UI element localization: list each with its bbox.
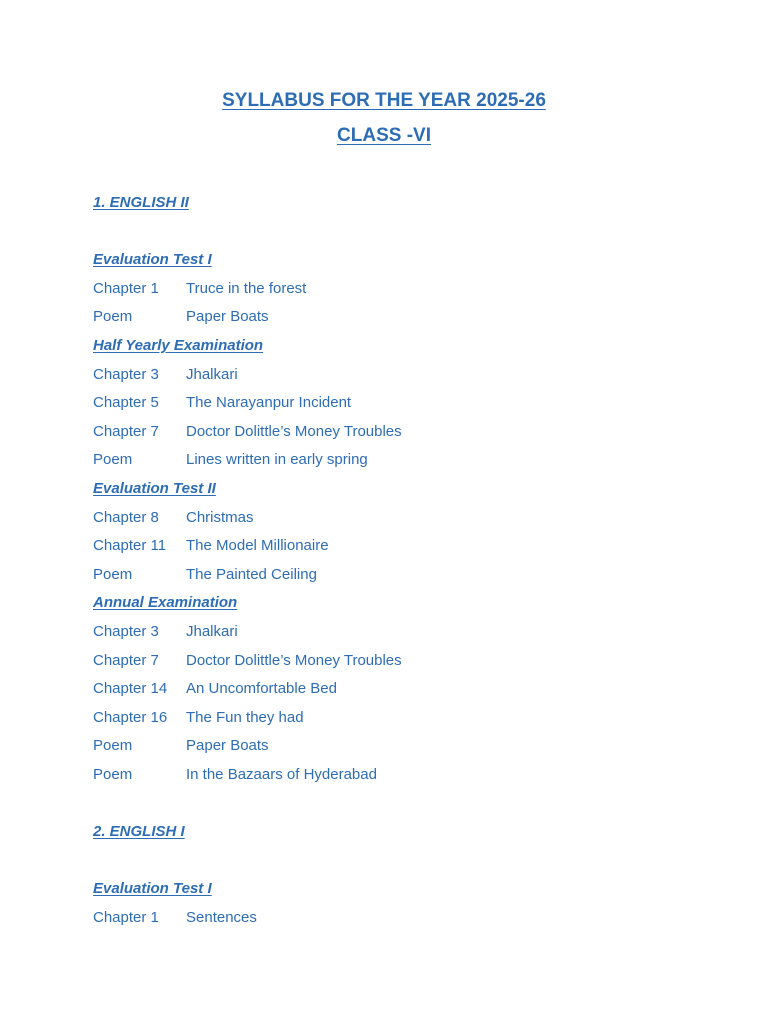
row-item: The Narayanpur Incident [186, 394, 352, 412]
syllabus-row [93, 509, 733, 538]
row-item: Paper Boats [186, 308, 269, 326]
row-label: Poem [93, 451, 133, 469]
row-label: Poem [93, 308, 133, 326]
row-label: Poem [93, 565, 133, 583]
exam-block [93, 337, 733, 480]
row-item: Paper Boats [186, 737, 269, 755]
row-item: The Painted Ceiling [186, 565, 317, 583]
subject-heading: 2. ENGLISH I [93, 823, 185, 841]
row-item: The Fun they had [186, 708, 304, 726]
syllabus-row [93, 766, 733, 795]
row-item: Truce in the forest [186, 279, 307, 297]
row-item: Doctor Dolittle’s Money Troubles [186, 422, 402, 440]
row-item: Christmas [186, 508, 254, 526]
row-item: The Model Millionaire [186, 537, 329, 555]
row-label: Chapter 3 [93, 622, 159, 640]
row-label: Poem [93, 737, 133, 755]
row-label: Chapter 11 [93, 537, 167, 555]
spacer [93, 852, 733, 881]
syllabus-row [93, 537, 733, 566]
syllabus-row [93, 423, 733, 452]
spacer [93, 794, 733, 823]
spacer [93, 223, 733, 252]
syllabus-row [93, 623, 733, 652]
row-label: Chapter 7 [93, 422, 159, 440]
exam-block [93, 480, 733, 594]
exam-heading: Evaluation Test II [93, 479, 216, 497]
exam-heading: Half Yearly Examination [93, 336, 264, 354]
syllabus-row [93, 308, 733, 337]
exam-heading: Evaluation Test I [93, 251, 212, 269]
syllabus-content [93, 194, 733, 937]
row-label: Chapter 1 [93, 279, 159, 297]
syllabus-row [93, 394, 733, 423]
syllabus-row [93, 909, 733, 938]
exam-block [93, 880, 733, 937]
row-item: Sentences [186, 908, 257, 926]
row-label: Chapter 3 [93, 365, 159, 383]
syllabus-row [93, 366, 733, 395]
page-title: SYLLABUS FOR THE YEAR 2025-26 [222, 90, 546, 111]
syllabus-row [93, 280, 733, 309]
row-item: Jhalkari [186, 365, 238, 383]
syllabus-row [93, 451, 733, 480]
exam-heading: Evaluation Test I [93, 880, 212, 898]
row-label: Poem [93, 765, 133, 783]
row-item: Lines written in early spring [186, 451, 368, 469]
subject-heading: 1. ENGLISH II [93, 194, 189, 211]
row-item: Jhalkari [186, 622, 238, 640]
syllabus-row [93, 737, 733, 766]
exam-heading: Annual Examination [93, 594, 238, 612]
row-label: Chapter 7 [93, 651, 159, 669]
subject-english-ii [93, 194, 733, 794]
exam-block [93, 251, 733, 337]
row-item: In the Bazaars of Hyderabad [186, 765, 377, 783]
row-label: Chapter 1 [93, 908, 159, 926]
syllabus-row [93, 652, 733, 681]
exam-block [93, 594, 733, 794]
row-item: An Uncomfortable Bed [186, 680, 337, 698]
subject-english-i [93, 823, 733, 937]
row-label: Chapter 14 [93, 680, 168, 698]
syllabus-row [93, 566, 733, 595]
row-label: Chapter 8 [93, 508, 159, 526]
syllabus-row [93, 709, 733, 738]
row-item: Doctor Dolittle’s Money Troubles [186, 651, 402, 669]
syllabus-row [93, 680, 733, 709]
class-title: CLASS -VI [337, 125, 431, 146]
row-label: Chapter 16 [93, 708, 168, 726]
row-label: Chapter 5 [93, 394, 159, 412]
